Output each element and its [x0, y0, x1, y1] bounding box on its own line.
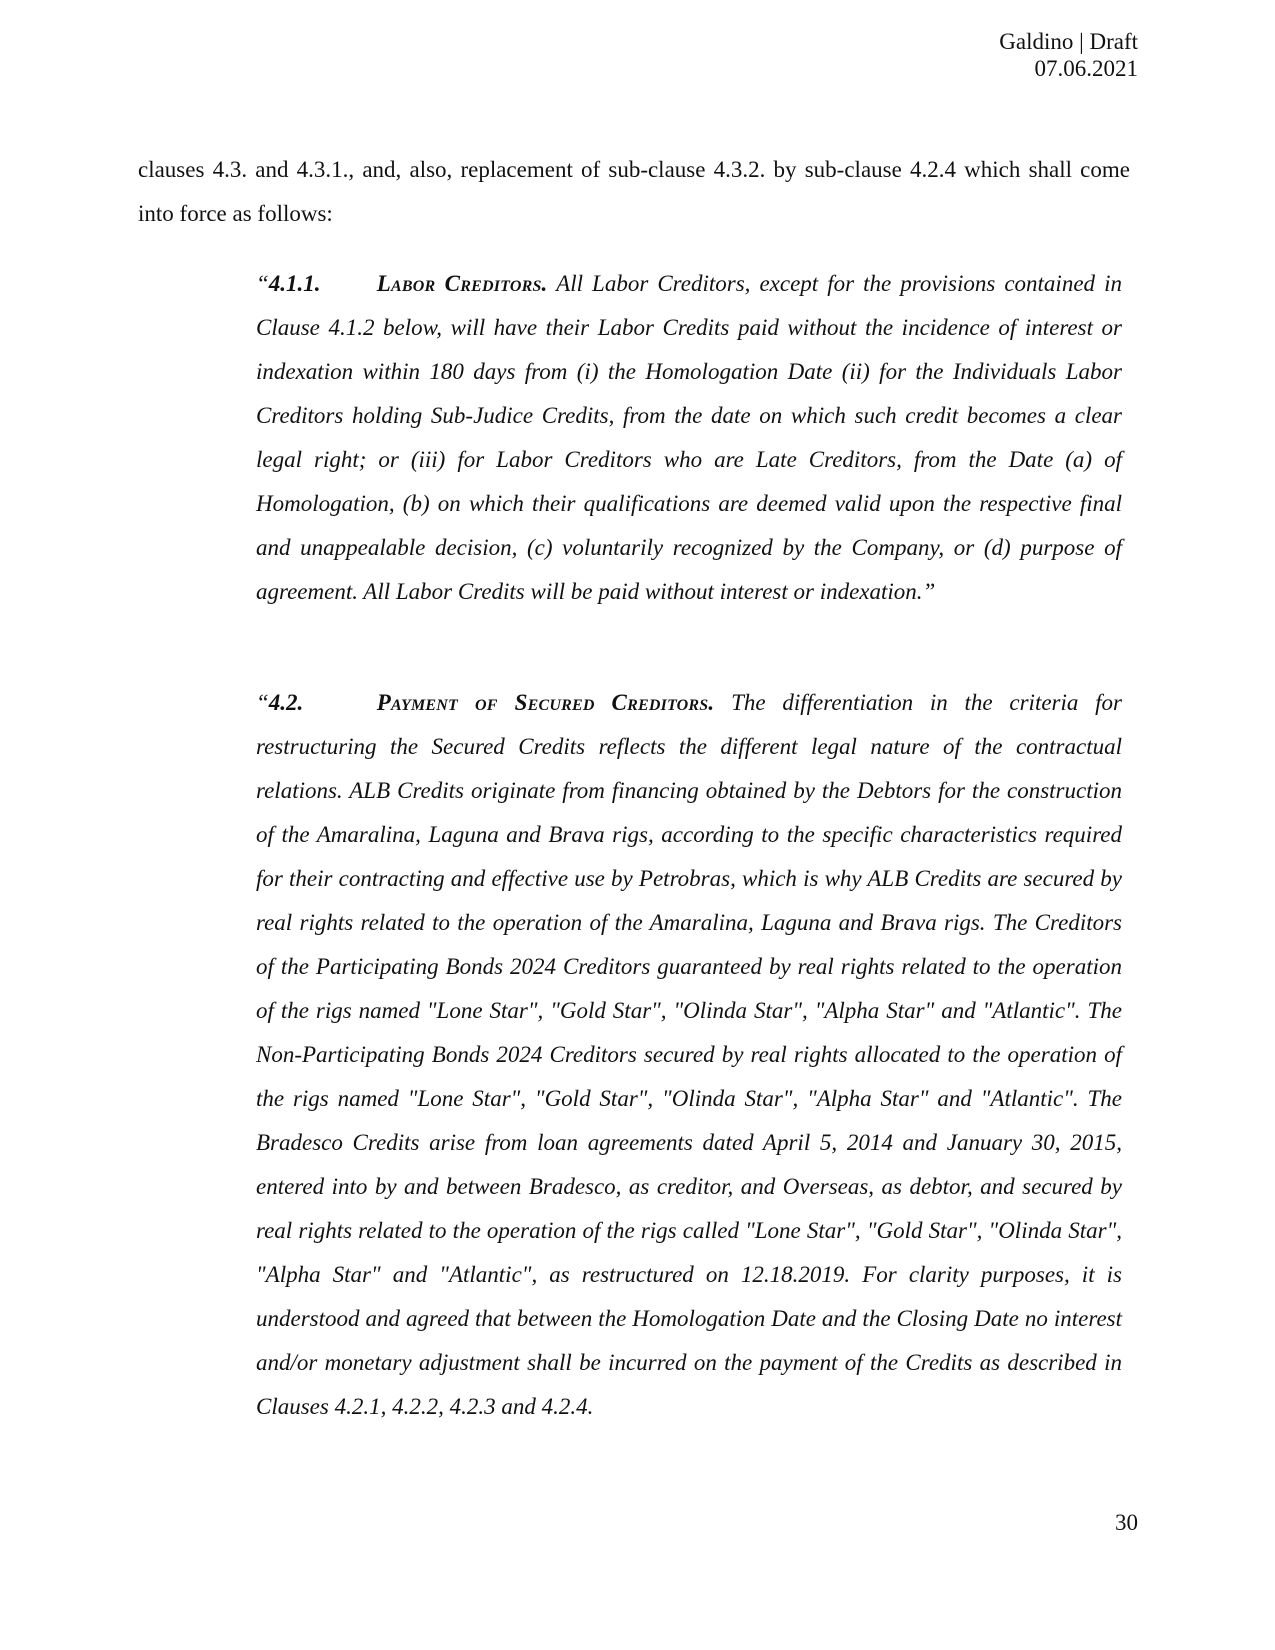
clause-open-quote: “ [256, 690, 269, 715]
clause-number: 4.1.1. [268, 271, 321, 296]
header-date: 07.06.2021 [1034, 56, 1138, 81]
page-number: 30 [1115, 1510, 1138, 1535]
document-header [999, 28, 1138, 82]
clause-4-2 [256, 681, 1122, 1429]
clause-heading: Labor Creditors. [376, 271, 548, 296]
clause-number: 4.2. [268, 690, 304, 715]
clause-heading: Payment of Secured Creditors. [376, 690, 715, 715]
clause-body: All Labor Creditors, except for the provisions contained in Clause 4.1.2 below, will have their Labor Credits paid without the incidence of interest or indexation within 180 days from (i) the Homologation Date (ii) for the Individuals Labor Creditors holding Sub-Judice Credits, from the date on which such credit becomes a clear legal right; or (iii) for Labor Creditors who are Late Creditors, from the Date (a) of Homologation, (b) on which their qualifications are deemed valid upon the respective final and unappealable decision, (c) voluntarily recognized by the Company, or (d) purpose of agreement. All Labor Credits will be paid without interest or indexation.” [256, 271, 1122, 604]
clause-open-quote: “ [256, 271, 269, 296]
clause-4-1-1 [256, 262, 1122, 614]
header-title: Galdino | Draft [999, 29, 1138, 54]
intro-paragraph: clauses 4.3. and 4.3.1., and, also, replacement of sub-clause 4.3.2. by sub-clause 4.2.4 which shall come into force as follows: [138, 157, 1130, 226]
clause-body: The differentiation in the criteria for restructuring the Secured Credits reflects the different legal nature of the contractual relations. ALB Credits originate from financing obtained by the Debtors for the construction of the Amaralina, Laguna and Brava rigs, according to the specific characteristics required for their contracting and effective use by Petrobras, which is why ALB Credits are secured by real rights related to the operation of the Amaralina, Laguna and Brava rigs. The Creditors of the Participating Bonds 2024 Creditors guaranteed by real rights related to the operation of the rigs named "Lone Star", "Gold Star", "Olinda Star", "Alpha Star" and "Atlantic". The Non-Participating Bonds 2024 Creditors secured by real rights allocated to the operation of the rigs named "Lone Star", "Gold Star", "Olinda Star", "Alpha Star" and "Atlantic". The Bradesco Credits arise from loan agreements dated April 5, 2014 and January 30, 2015, entered into by and between Bradesco, as creditor, and Overseas, as debtor, and secured by real rights related to the operation of the rigs called "Lone Star", "Gold Star", "Olinda Star", "Alpha Star" and "Atlantic", as restructured on 12.18.2019. For clarity purposes, it is understood and agreed that between the Homologation Date and the Closing Date no interest and/or monetary adjustment shall be incurred on the payment of the Credits as described in Clauses 4.2.1, 4.2.2, 4.2.3 and 4.2.4. [256, 690, 1122, 1419]
